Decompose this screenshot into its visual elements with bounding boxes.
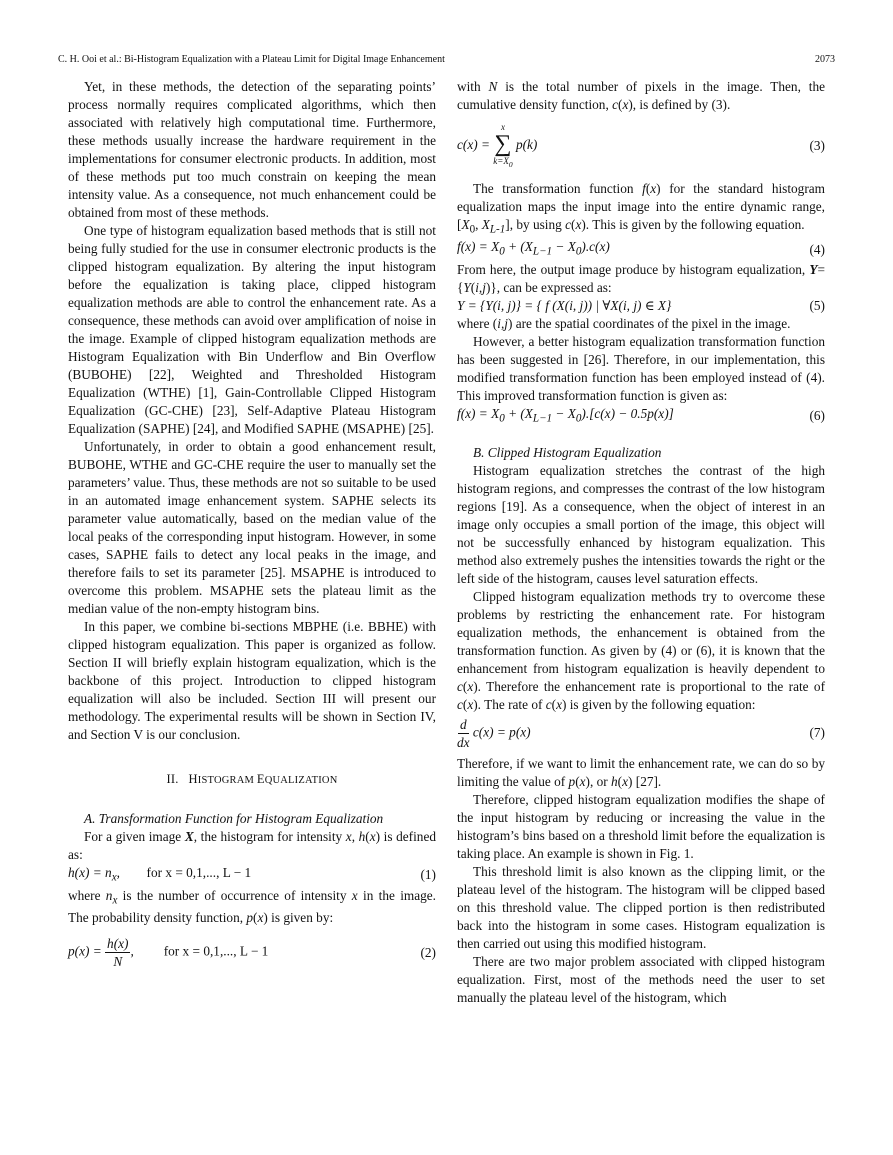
equation-number: (4) <box>809 241 825 257</box>
paragraph: For a given image X, the histogram for intensity x, h(x) is defined as: <box>68 829 436 862</box>
left-column <box>68 78 436 980</box>
subsection-heading: B. Clipped Histogram Equalization <box>473 444 662 460</box>
paragraph: Therefore, clipped histogram equalization modifies the shape of the input histogram by reducing or increasing the value in the histogram’s bins based on a threshold limit before the equalization is taking place. An example is shown in Fig. 1. <box>457 791 825 861</box>
paragraph: where (i,j) are the spatial coordinates of the pixel in the image. <box>457 316 791 332</box>
paragraph: Unfortunately, in order to obtain a good enhancement result, BUBOHE, WTHE and GC-CHE require the user to manually set the parameters’ value. Thus, these methods are not so suitable to be used in an automated image enhancement system. SAPHE selects its parameter value automatically, based on the median value of the local peaks of the corresponding input histogram. However, in some cases, SAPHE fails to detect any local peaks in the image, and therefore fails to set its parameter [25]. MSAPHE is introduced to overcome this problem. MSAPHE sets the plateau limit as the median value of the non-empty histogram bins. <box>68 439 436 616</box>
subsection-heading: A. Transformation Function for Histogram Equalization <box>84 811 384 826</box>
equation-number: (6) <box>809 408 825 424</box>
equation-number: (7) <box>809 725 825 741</box>
equation-6: $f(x) = X_0 + (X_{L-1} - X_0).[c(x) - 0.5p(x)]$ (6) <box>457 406 825 425</box>
paragraph: with N is the total number of pixels in the image. Then, the cumulative density function, c(x), is defined by (3). <box>457 79 825 112</box>
equation-number: (5) <box>809 298 825 314</box>
paragraph: Clipped histogram equalization methods try to overcome these problems by restricting the enhancement rate. For histogram equalization methods, the enhancement is obtained from the transformation function. As given by (4) or (6), it is known that the enhancement from histogram equalization is heavily dependent to c(x). Therefore the enhancement rate is proportional to the rate of c(x). The rate of c(x) is given by the following equation: <box>457 588 825 712</box>
paragraph: The transformation function f(x) for the standard histogram equalization maps the input image into the entire dynamic range, [$X_0$, $X_{L-1}$], by using c(x). This is given by the following equation. <box>457 180 825 236</box>
paragraph: However, a better histogram equalization transformation function has been suggested in [26]. Therefore, in our implementation, this modified transformation function has been employed instead of (4). This improved transformation function is given as: <box>457 334 825 404</box>
equation-2: p(x) = $\frac{h(x)}{N}$ , for x = 0,1,..., L − 1 (2) <box>68 936 436 970</box>
section-heading: II. HISTOGRAM EQUALIZATION <box>166 772 338 786</box>
paragraph: In this paper, we combine bi-sections MBPHE (i.e. BBHE) with clipped histogram equalization. This paper is organized as follow. Section II will briefly explain histogram equalization, which is the backbone of this project. Introduction to clipped histogram equalization will also be included. Section III will present our methodology. The experimental results will be shown in Section IV, and Section V is our conclusion. <box>68 619 436 742</box>
paragraph: From here, the output image produce by histogram equalization, Y={Y(i,j)}, can be expressed as: <box>457 262 825 296</box>
equation-number: (2) <box>420 944 436 960</box>
equation-5: Y = {Y(i, j)} = { f (X(i, j)) | ∀X(i, j) ∈ X} (5) <box>457 298 825 314</box>
paragraph: One type of histogram equalization based methods that is still not being fully studied for the use in consumer electronic products is the clipped histogram equalization. By altering the input histogram before the equalization is taking place, clipped histogram equalization methods are able to control the enhancement rate. As a consequence, these methods can avoid over amplification of noise in the image. Example of clipped histogram equalization methods are Histogram Equalization with Bin Underflow and Bin Overflow (BUBOHE) [22], Weighted and Thresholded Histogram Equalization (WTHE) [1], Gain-Controllable Clipped Histogram Equalization (GC-CHE) [23], Self-Adaptive Plateau Histogram Equalization (SAPHE) [24], and Modified SAPHE (MSAPHE) [25]. <box>68 223 436 436</box>
right-column <box>457 78 825 1007</box>
paragraph: There are two major problem associated with clipped histogram equalization. First, most of the methods need the user to set manually the plateau level of the histogram, which <box>457 953 825 1005</box>
page-number: 2073 <box>815 54 835 65</box>
running-title: C. H. Ooi et al.: Bi-Histogram Equalization with a Plateau Limit for Digital Image Enhancement <box>58 54 445 65</box>
paragraph: where $n_x$ is the number of occurrence of intensity x in the image. The probability density function, p(x) is given by: <box>68 887 437 926</box>
equation-4: $f(x) = X_0 + (X_{L-1} - X_0).c(x)$ (4) <box>457 239 825 259</box>
equation-number: (1) <box>420 867 436 883</box>
equation-7: $\frac{d}{dx}$ c(x) = p(x) (7) <box>457 716 825 750</box>
paragraph: Histogram equalization stretches the contrast of the high histogram regions, and compresses the contrast of the low histogram regions [19]. As a consequence, when the object of interest in an image only occupies a small portion of the image, this object will not be successfully enhanced by histogram equalization. This method also extremely pushes the intensities towards the right or the left side of the histogram, causes level saturation effects. <box>457 462 825 586</box>
paragraph: This threshold limit is also known as the clipping limit, or the plateau level of the histogram. The histogram will be clipped based on this threshold value. The clipped portion is then redistributed back into the histogram in some cases. Histogram equalization is then carried out using this modified histogram. <box>457 863 825 951</box>
equation-number: (3) <box>809 137 825 153</box>
equation-1: $h(x) = n_x$, for x = 0,1,..., L − 1 (1) <box>68 865 436 884</box>
paragraph: Yet, in these methods, the detection of the separating points’ process normally requires complicated algorithms, which then associated with relatively high computational time. Furthermore, these methods usually increase the hardware requirement in the implementations for consumer electronic products. In addition, most of these methods put too much constrain on keeping the mean intensity value. As a consequence, not much enhancement could be obtained from most of these methods. <box>68 79 436 220</box>
equation-3: c(x) = x ∑ $k=X_0$ p(k) (3) <box>457 122 825 169</box>
paragraph: Therefore, if we want to limit the enhancement rate, we can do so by limiting the value of p(x), or h(x) [27]. <box>457 755 825 789</box>
